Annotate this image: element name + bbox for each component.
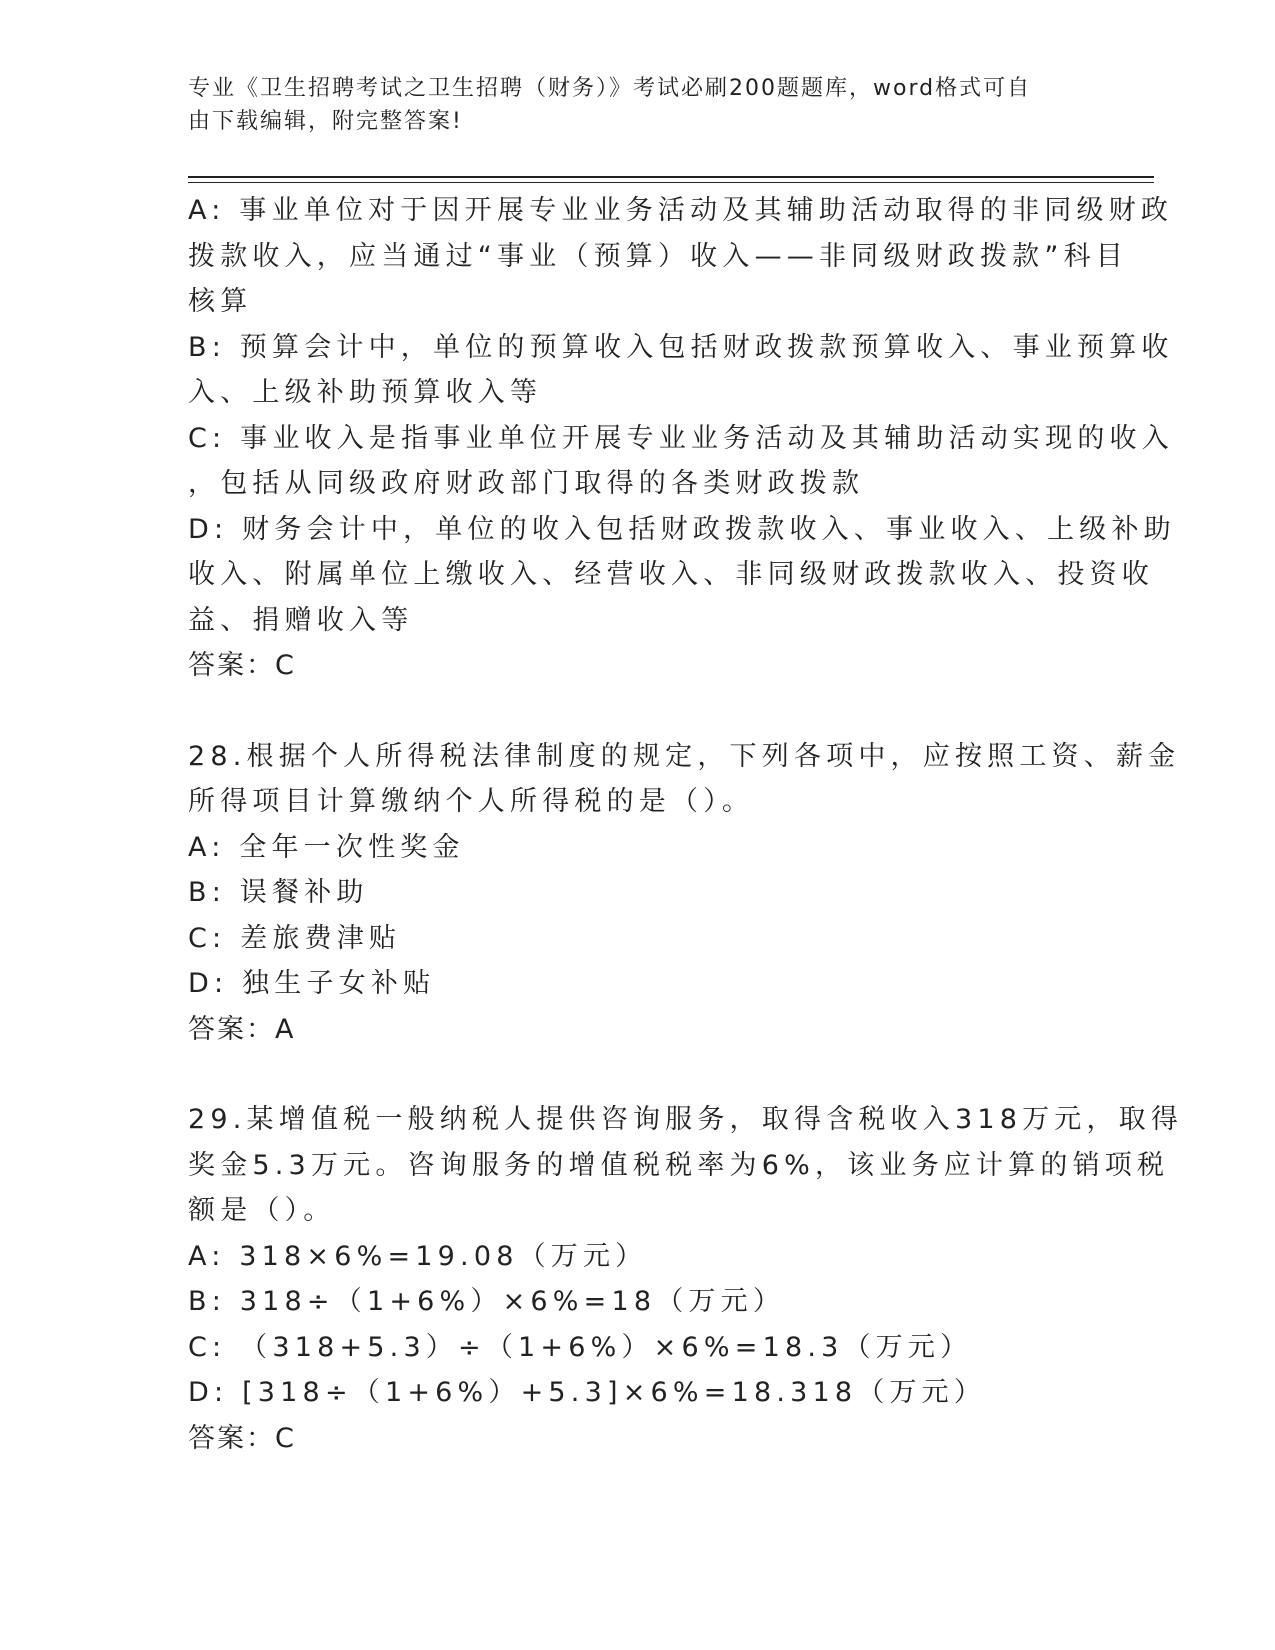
option-c: C: （318+5.3）÷（1+6%）×6%=18.3（万元） (188, 1331, 973, 1363)
option-d: D: 财务会计中，单位的收入包括财政拨款收入、事业收入、上级补助 收入、附属单位上缴收入、经营收入、非同级财政拨款收入、投资收 益、捐赠收入等 (188, 513, 1176, 636)
question-content (188, 188, 1184, 1461)
question-stem: 29.某增值税一般纳税人提供咨询服务，取得含税收入318万元，取得 奖金5.3万元。咨询服务的增值税税率为6%，该业务应计算的销项税 额是（）。 (188, 1104, 1184, 1226)
answer-label: 答案：C (188, 1422, 296, 1454)
option-c: C: 差旅费津贴 (188, 922, 402, 954)
spacer (188, 1052, 1078, 1097)
option-b: B: 预算会计中，单位的预算收入包括财政拨款预算收入、事业预算收 入、上级补助预算收入等 (188, 331, 1174, 408)
option-d: D: [318÷（1+6%）+5.3]×6%=18.318（万元） (188, 1377, 987, 1408)
page-header (188, 72, 1068, 138)
option-d: D: 独生子女补贴 (188, 968, 436, 999)
header-rule (188, 176, 1154, 178)
spacer (188, 689, 1078, 734)
header-line: 专业《卫生招聘考试之卫生招聘（财务）》考试必刷200题题库，word格式可自 (188, 76, 1032, 101)
option-b: B: 误餐补助 (188, 877, 369, 908)
header-line: 由下载编辑，附完整答案! (188, 109, 463, 134)
answer-label: 答案：C (188, 650, 296, 681)
header-rule (188, 182, 1154, 183)
question-stem: 28.根据个人所得税法律制度的规定，下列各项中，应按照工资、薪金 所得项目计算缴纳个人所得税的是（）。 (188, 740, 1181, 817)
option-b: B: 318÷（1+6%）×6%=18（万元） (188, 1286, 786, 1317)
option-c: C: 事业收入是指事业单位开展专业业务活动及其辅助活动实现的收入 ，包括从同级政府财政部门取得的各类财政拨款 (188, 422, 1174, 499)
answer-label: 答案：A (188, 1013, 296, 1045)
option-a: A: 事业单位对于因开展专业业务活动及其辅助活动取得的非同级财政 拨款收入，应当通过“事业（预算）收入——非同级财政拨款”科目 核算 (188, 195, 1174, 317)
option-a: A: 318×6%=19.08（万元） (188, 1240, 648, 1272)
option-a: A: 全年一次性奖金 (188, 831, 465, 863)
